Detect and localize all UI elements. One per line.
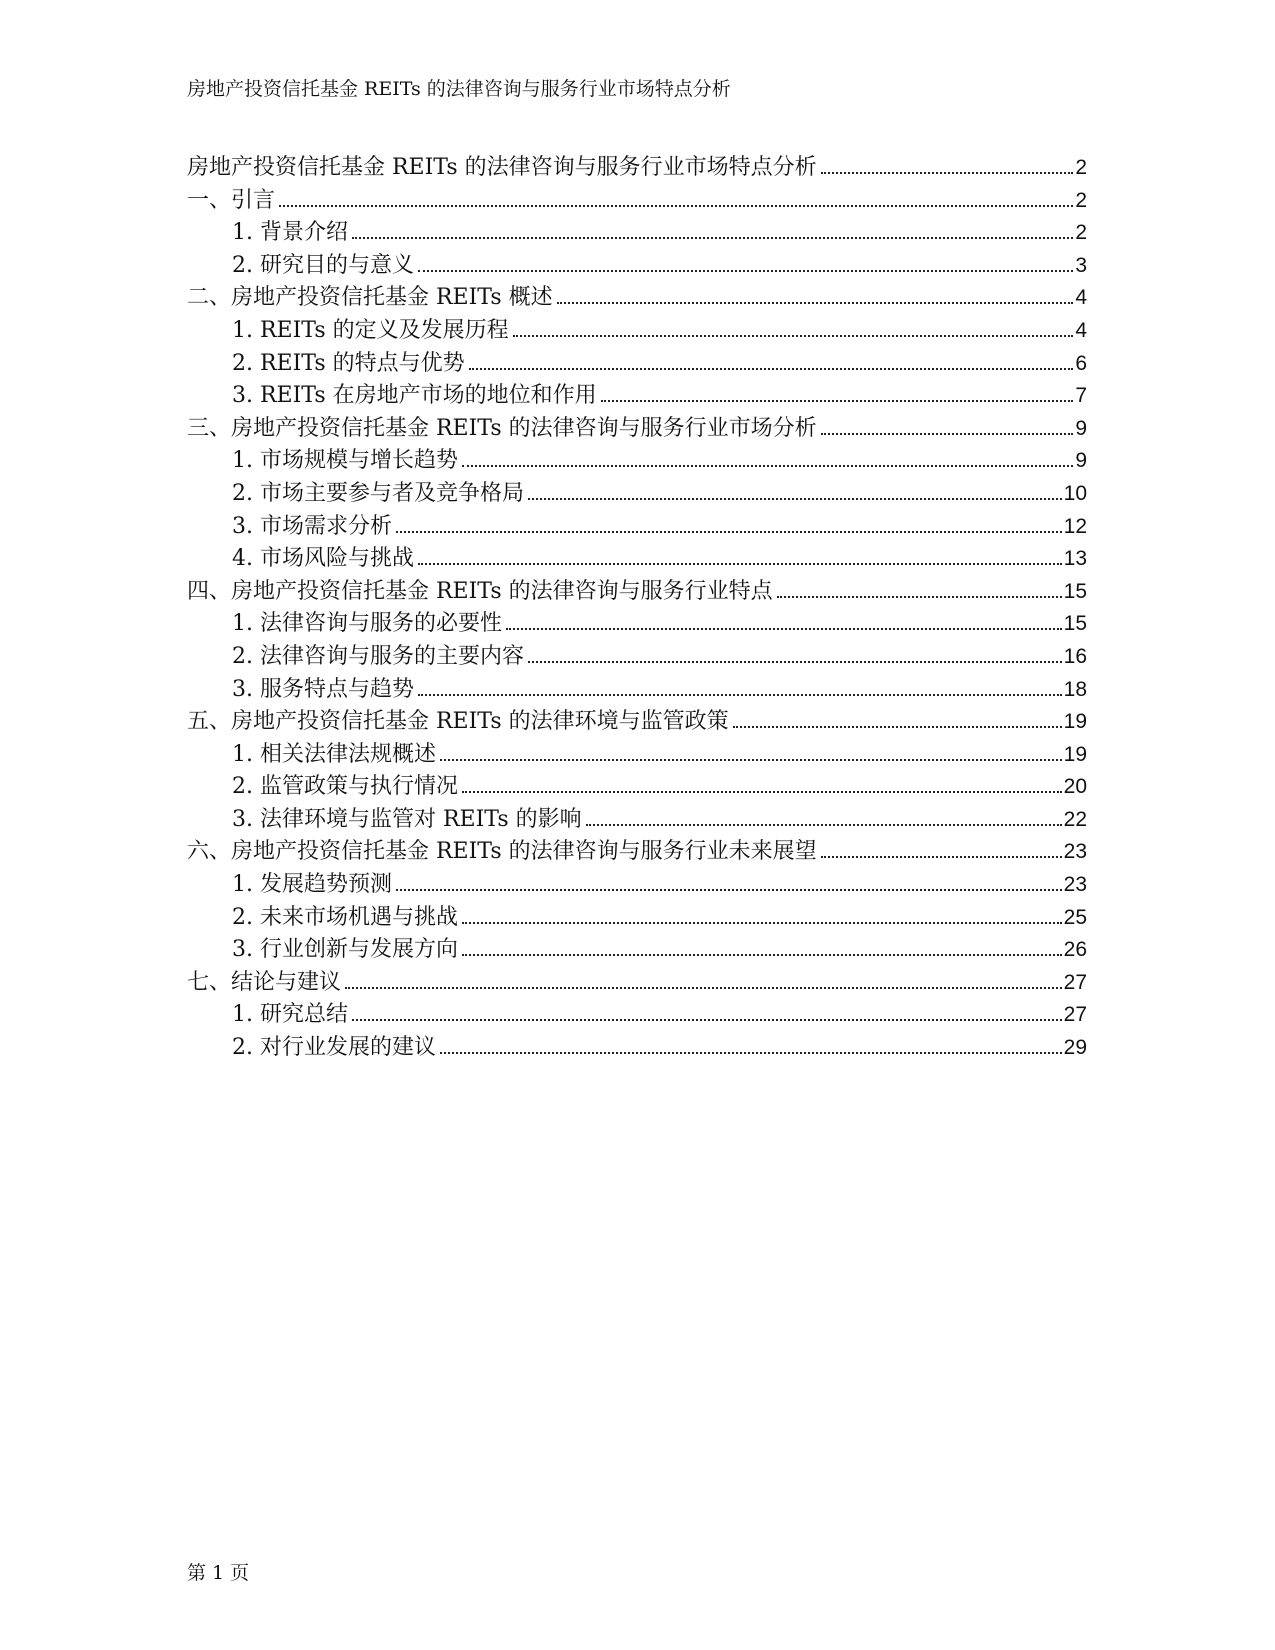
toc-entry-title: 3. 市场需求分析 <box>232 513 392 539</box>
toc-dot-leader <box>440 1052 1062 1054</box>
toc-entry-page-number: 13 <box>1063 547 1087 571</box>
toc-entry-title: 3. REITs 在房地产市场的地位和作用 <box>232 383 597 409</box>
toc-dot-leader <box>821 172 1074 174</box>
toc-entry-page-number: 16 <box>1063 644 1087 668</box>
toc-dot-leader <box>418 694 1062 696</box>
toc-dot-leader <box>528 661 1062 663</box>
toc-entry-section[interactable] <box>187 771 1087 804</box>
page-header-title: 房地产投资信托基金 REITs 的法律咨询与服务行业市场特点分析 <box>187 78 731 100</box>
toc-entry-title: 六、房地产投资信托基金 REITs 的法律咨询与服务行业未来展望 <box>187 839 817 865</box>
toc-dot-leader <box>557 302 1074 304</box>
toc-entry-page-number: 4 <box>1075 318 1087 342</box>
toc-entry-title: 1. 研究总结 <box>232 1002 348 1028</box>
toc-entry-section[interactable] <box>187 608 1087 641</box>
toc-entry-title: 2. 研究目的与意义 <box>232 252 414 278</box>
toc-entry-title: 1. 市场规模与增长趋势 <box>232 448 458 474</box>
toc-entry-page-number: 18 <box>1063 677 1087 701</box>
toc-entry-page-number: 9 <box>1075 416 1087 440</box>
toc-entry-title: 三、房地产投资信托基金 REITs 的法律咨询与服务行业市场分析 <box>187 415 817 441</box>
toc-dot-leader <box>601 400 1074 402</box>
toc-entry-chapter[interactable] <box>187 282 1087 315</box>
toc-entry-title: 2. 未来市场机遇与挑战 <box>232 904 458 930</box>
toc-dot-leader <box>513 335 1074 337</box>
toc-entry-page-number: 15 <box>1063 579 1087 603</box>
toc-entry-page-number: 2 <box>1075 188 1087 212</box>
toc-entry-chapter[interactable] <box>187 967 1087 1000</box>
toc-dot-leader <box>345 987 1062 989</box>
toc-entry-page-number: 26 <box>1063 938 1087 962</box>
toc-entry-section[interactable] <box>187 902 1087 935</box>
toc-entry-page-number: 4 <box>1075 286 1087 310</box>
toc-dot-leader <box>396 889 1062 891</box>
toc-entry-section[interactable] <box>187 641 1087 674</box>
toc-entry-page-number: 7 <box>1075 384 1087 408</box>
toc-entry-title: 2. 监管政策与执行情况 <box>232 774 458 800</box>
toc-entry-title: 2. 法律咨询与服务的主要内容 <box>232 643 524 669</box>
toc-entry-chapter[interactable] <box>187 152 1087 185</box>
toc-entry-page-number: 23 <box>1063 840 1087 864</box>
toc-dot-leader <box>418 563 1062 565</box>
toc-dot-leader <box>440 759 1062 761</box>
toc-entry-page-number: 27 <box>1063 1003 1087 1027</box>
toc-entry-title: 一、引言 <box>187 187 276 213</box>
toc-entry-section[interactable] <box>187 478 1087 511</box>
toc-entry-title: 房地产投资信托基金 REITs 的法律咨询与服务行业市场特点分析 <box>187 155 817 180</box>
toc-dot-leader <box>586 824 1062 826</box>
toc-entry-title: 1. 法律咨询与服务的必要性 <box>232 611 502 637</box>
toc-entry-section[interactable] <box>187 348 1087 381</box>
toc-dot-leader <box>821 856 1062 858</box>
toc-dot-leader <box>462 922 1062 924</box>
toc-entry-chapter[interactable] <box>187 413 1087 446</box>
toc-entry-page-number: 20 <box>1063 775 1087 799</box>
toc-entry-page-number: 12 <box>1063 514 1087 538</box>
toc-entry-title: 四、房地产投资信托基金 REITs 的法律咨询与服务行业特点 <box>187 578 773 604</box>
toc-entry-page-number: 22 <box>1063 807 1087 831</box>
toc-dot-leader <box>469 368 1074 370</box>
toc-dot-leader <box>821 433 1074 435</box>
toc-dot-leader <box>733 726 1062 728</box>
toc-entry-page-number: 2 <box>1075 156 1087 179</box>
toc-entry-title: 2. 对行业发展的建议 <box>232 1035 436 1061</box>
toc-entry-section[interactable] <box>187 869 1087 902</box>
toc-entry-page-number: 6 <box>1075 351 1087 375</box>
toc-entry-page-number: 2 <box>1075 221 1087 245</box>
toc-entry-chapter[interactable] <box>187 706 1087 739</box>
toc-entry-page-number: 27 <box>1063 970 1087 994</box>
toc-entry-section[interactable] <box>187 674 1087 707</box>
toc-entry-title: 2. REITs 的特点与优势 <box>232 350 465 376</box>
toc-dot-leader <box>396 531 1062 533</box>
toc-entry-section[interactable] <box>187 999 1087 1032</box>
toc-entry-title: 1. 背景介绍 <box>232 220 348 246</box>
toc-dot-leader <box>528 498 1062 500</box>
toc-entry-section[interactable] <box>187 250 1087 283</box>
toc-dot-leader <box>418 270 1073 272</box>
toc-entry-chapter[interactable] <box>187 185 1087 218</box>
toc-entry-section[interactable] <box>187 804 1087 837</box>
toc-dot-leader <box>506 628 1062 630</box>
toc-entry-page-number: 9 <box>1075 449 1087 473</box>
table-of-contents <box>187 152 1087 1065</box>
toc-entry-section[interactable] <box>187 934 1087 967</box>
toc-entry-title: 1. REITs 的定义及发展历程 <box>232 317 509 343</box>
toc-entry-page-number: 15 <box>1063 612 1087 636</box>
toc-dot-leader <box>462 954 1062 956</box>
toc-entry-section[interactable] <box>187 380 1087 413</box>
toc-entry-title: 1. 发展趋势预测 <box>232 872 392 898</box>
toc-entry-title: 2. 市场主要参与者及竞争格局 <box>232 480 524 506</box>
toc-dot-leader <box>777 596 1062 598</box>
toc-entry-page-number: 19 <box>1063 710 1087 734</box>
toc-entry-title: 二、房地产投资信托基金 REITs 概述 <box>187 285 553 311</box>
toc-entry-page-number: 29 <box>1063 1036 1087 1060</box>
toc-entry-page-number: 19 <box>1063 742 1087 766</box>
toc-entry-section[interactable] <box>187 315 1087 348</box>
toc-entry-section[interactable] <box>187 1032 1087 1065</box>
toc-dot-leader <box>462 791 1062 793</box>
toc-entry-title: 五、房地产投资信托基金 REITs 的法律环境与监管政策 <box>187 709 729 735</box>
toc-dot-leader <box>462 465 1073 467</box>
toc-entry-title: 4. 市场风险与挑战 <box>232 546 414 572</box>
toc-entry-title: 3. 服务特点与趋势 <box>232 676 414 702</box>
toc-entry-section[interactable] <box>187 739 1087 772</box>
toc-entry-chapter[interactable] <box>187 576 1087 609</box>
page-number-footer: 第 1 页 <box>187 1562 250 1584</box>
toc-entry-title: 1. 相关法律法规概述 <box>232 741 436 767</box>
toc-entry-chapter[interactable] <box>187 836 1087 869</box>
toc-entry-section[interactable] <box>187 543 1087 576</box>
toc-entry-title: 3. 行业创新与发展方向 <box>232 937 458 963</box>
toc-entry-page-number: 10 <box>1063 481 1087 505</box>
toc-entry-section[interactable] <box>187 511 1087 544</box>
toc-entry-title: 3. 法律环境与监管对 REITs 的影响 <box>232 806 582 832</box>
toc-dot-leader <box>279 205 1073 207</box>
toc-dot-leader <box>352 1019 1062 1021</box>
toc-dot-leader <box>352 237 1073 239</box>
toc-entry-page-number: 23 <box>1063 873 1087 897</box>
toc-entry-page-number: 25 <box>1063 905 1087 929</box>
toc-entry-title: 七、结论与建议 <box>187 969 342 995</box>
toc-entry-page-number: 3 <box>1075 253 1087 277</box>
toc-entry-section[interactable] <box>187 217 1087 250</box>
toc-entry-section[interactable] <box>187 445 1087 478</box>
